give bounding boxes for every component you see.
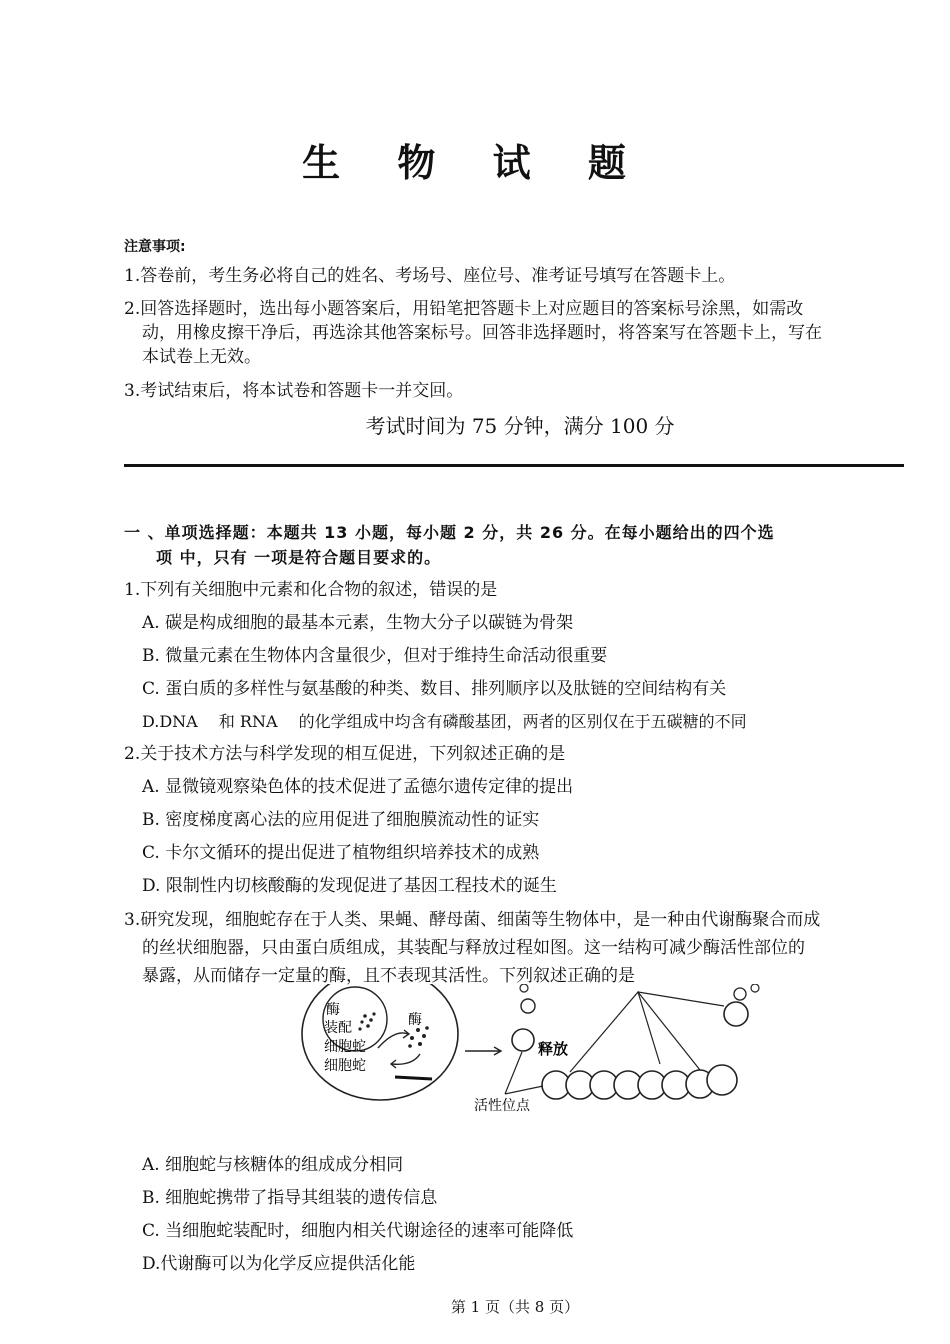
notice-item-2-cont: 动，用橡皮擦干净后，再选涂其他答案标号。回答非选择题时，将答案写在答题卡上，写在	[142, 323, 822, 343]
q2-option-d: D. 限制性内切核酸酶的发现促进了基因工程技术的诞生	[142, 876, 557, 896]
divider	[124, 464, 904, 467]
q3-stem-1: 3.研究发现，细胞蛇存在于人类、果蝇、酵母菌、细菌等生物体中，是一种由代谢酶聚合而成	[124, 910, 821, 930]
notice-item-1: 1.答卷前，考生务必将自己的姓名、考场号、座位号、准考证号填写在答题卡上。	[124, 266, 736, 286]
label-active-site: 活性位点	[474, 1098, 530, 1114]
enzyme-dots-right	[408, 1026, 429, 1048]
q2-stem: 2.关于技术方法与科学发现的相互促进，下列叙述正确的是	[124, 744, 566, 764]
enzyme-dots-left	[358, 1012, 375, 1030]
label-enzyme-1: 酶	[326, 1002, 340, 1018]
cytoophidium-diagram	[300, 984, 760, 1116]
notice-item-3: 3.考试结束后，将本试卷和答题卡一并交回。	[124, 381, 464, 401]
q1-stem: 1.下列有关细胞中元素和化合物的叙述，错误的是	[124, 580, 498, 600]
notice-heading: 注意事项:	[124, 239, 186, 255]
page-title: 生 物 试 题	[302, 141, 648, 185]
q1-option-b: B. 微量元素在生物体内含量很少，但对于维持生命活动很重要	[142, 646, 608, 666]
q2-option-b: B. 密度梯度离心法的应用促进了细胞膜流动性的证实	[142, 810, 540, 830]
q1-option-c: C. 蛋白质的多样性与氨基酸的种类、数目、排列顺序以及肽链的空间结构有关	[142, 679, 727, 699]
arrow-curve-2	[392, 1054, 420, 1064]
q1-option-d: D.DNA 和 RNA 的化学组成中均含有磷酸基团，两者的区别仅在于五碳糖的不同	[142, 712, 747, 731]
q3-stem-3: 暴露，从而储存一定量的酶，且不表现其活性。下列叙述正确的是	[142, 966, 635, 986]
q3-option-d: D.代谢酶可以为化学反应提供活化能	[142, 1254, 416, 1274]
q3-option-b: B. 细胞蛇携带了指导其组装的遗传信息	[142, 1188, 438, 1208]
released-enzyme	[512, 1029, 534, 1051]
label-snake-2: 细胞蛇	[324, 1058, 366, 1074]
section-heading: 一 、单项选择题：本题共 13 小题，每小题 2 分，共 26 分。在每小题给出的四个选	[124, 523, 775, 542]
cytoophidium-bar	[395, 1077, 432, 1079]
q2-option-c: C. 卡尔文循环的提出促进了植物组织培养技术的成熟	[142, 843, 540, 863]
section-heading-cont: 项 中，只有 一项是符合题目要求的。	[156, 548, 442, 567]
q3-option-c: C. 当细胞蛇装配时，细胞内相关代谢途径的速率可能降低	[142, 1221, 574, 1241]
label-enzyme-2: 酶	[408, 1012, 422, 1028]
label-assembly: 装配	[324, 1020, 352, 1036]
label-release: 释放	[538, 1040, 569, 1058]
label-snake-1: 细胞蛇	[324, 1039, 366, 1055]
q1-option-a: A. 碳是构成细胞的最基本元素，生物大分子以碳链为骨架	[142, 613, 574, 633]
q3-option-a: A. 细胞蛇与核糖体的组成成分相同	[142, 1155, 404, 1175]
page-footer: 第 1 页（共 8 页）	[450, 1298, 580, 1316]
notice-item-2-cont2: 本试卷上无效。	[142, 347, 261, 367]
q3-stem-2: 的丝状细胞器，只由蛋白质组成，其装配与释放过程如图。这一结构可减少酶活性部位的	[142, 938, 805, 958]
q2-option-a: A. 显微镜观察染色体的技术促进了孟德尔遗传定律的提出	[142, 777, 574, 797]
exam-time: 考试时间为 75 分钟，满分 100 分	[365, 414, 675, 438]
notice-item-2: 2.回答选择题时，选出每小题答案后，用铅笔把答题卡上对应题目的答案标号涂黑，如需改	[124, 299, 804, 319]
